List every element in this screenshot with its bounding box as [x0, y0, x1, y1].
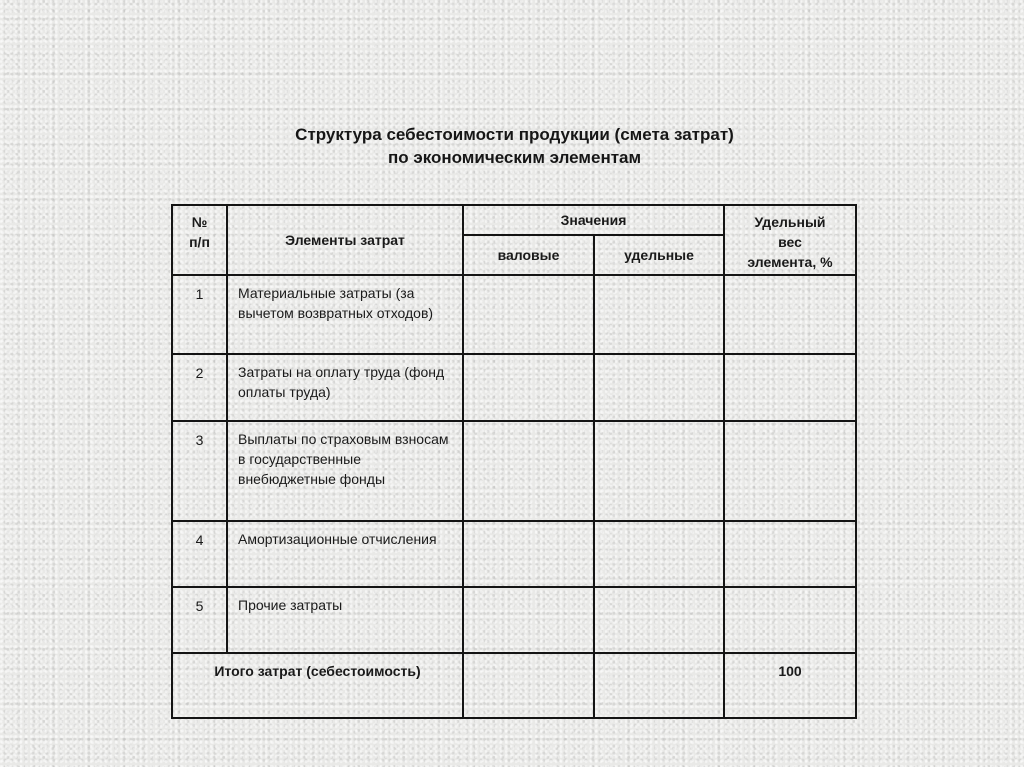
header-elements: Элементы затрат	[227, 205, 463, 275]
row-element-name: Выплаты по страховым взносам в государственные внебюджетные фонды	[227, 421, 463, 521]
document-title	[0, 123, 1024, 169]
header-unit: удельные	[594, 235, 724, 275]
row-unit-cell	[594, 275, 724, 354]
row-gross-cell	[463, 275, 594, 354]
total-row	[172, 653, 856, 718]
row-weight-cell	[724, 587, 856, 653]
header-weight	[724, 205, 856, 275]
row-number: 1	[172, 275, 227, 354]
title-line-1: Структура себестоимости продукции (смета затрат)	[295, 125, 734, 144]
header-weight-line2: вес	[778, 234, 802, 250]
table-row	[172, 587, 856, 653]
row-weight-cell	[724, 275, 856, 354]
row-gross-cell	[463, 521, 594, 587]
row-unit-cell	[594, 587, 724, 653]
row-element-name: Прочие затраты	[227, 587, 463, 653]
row-weight-cell	[724, 421, 856, 521]
total-gross-cell	[463, 653, 594, 718]
table-row	[172, 421, 856, 521]
row-number: 3	[172, 421, 227, 521]
total-label: Итого затрат (себестоимость)	[172, 653, 463, 718]
row-weight-cell	[724, 521, 856, 587]
table-row	[172, 275, 856, 354]
row-gross-cell	[463, 587, 594, 653]
total-weight-cell: 100	[724, 653, 856, 718]
row-element-name: Амортизационные отчисления	[227, 521, 463, 587]
header-weight-line1: Удельный	[754, 214, 826, 230]
row-number: 4	[172, 521, 227, 587]
row-weight-cell	[724, 354, 856, 421]
header-row-top	[172, 205, 856, 235]
header-number-line2: п/п	[189, 234, 210, 250]
total-unit-cell	[594, 653, 724, 718]
cost-structure-table	[171, 204, 857, 719]
header-number-line1: №	[191, 214, 208, 230]
table-row	[172, 521, 856, 587]
header-weight-line3: элемента, %	[747, 254, 833, 270]
row-element-name: Затраты на оплату труда (фонд оплаты труда)	[227, 354, 463, 421]
row-element-name: Материальные затраты (за вычетом возвратных отходов)	[227, 275, 463, 354]
table-row	[172, 354, 856, 421]
title-line-2: по экономическим элементам	[387, 148, 642, 167]
row-unit-cell	[594, 521, 724, 587]
row-number: 5	[172, 587, 227, 653]
row-unit-cell	[594, 354, 724, 421]
header-gross: валовые	[463, 235, 594, 275]
header-values-group: Значения	[463, 205, 724, 235]
row-gross-cell	[463, 421, 594, 521]
row-number: 2	[172, 354, 227, 421]
header-number	[172, 205, 227, 275]
row-unit-cell	[594, 421, 724, 521]
row-gross-cell	[463, 354, 594, 421]
